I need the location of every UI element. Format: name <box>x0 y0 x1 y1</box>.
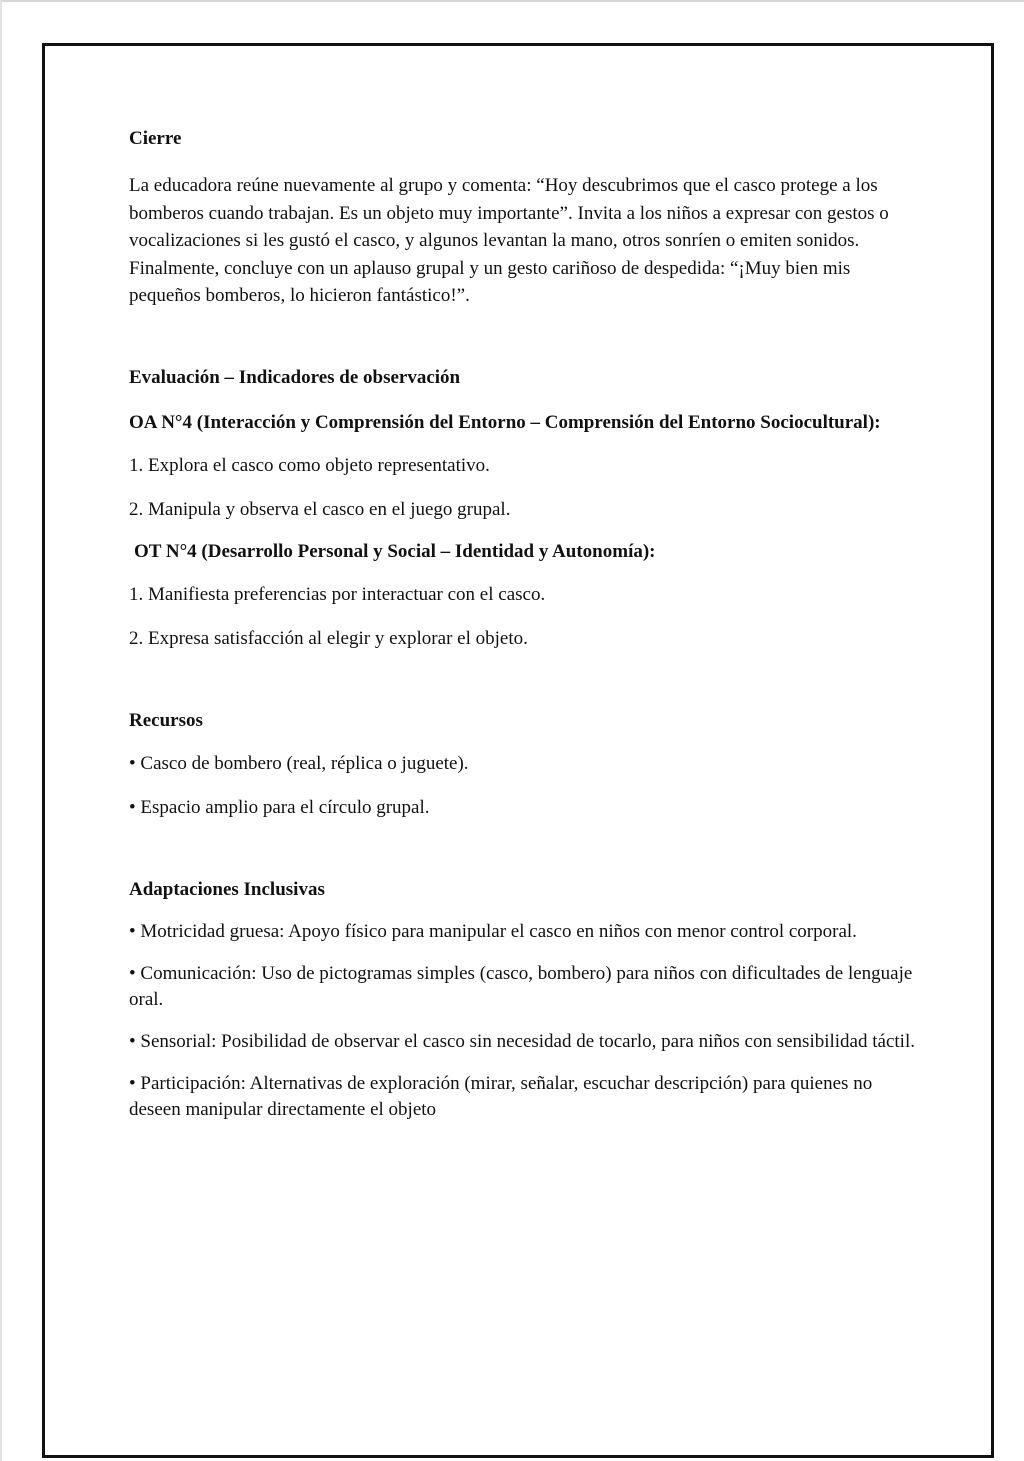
recurso-item-1: • Casco de bombero (real, réplica o juguete). <box>129 752 469 774</box>
adaptacion-motricidad: • Motricidad gruesa: Apoyo físico para manipular el casco en niños con menor control corporal. <box>129 920 857 942</box>
screenshot-left-edge <box>0 0 2 1461</box>
adaptaciones-heading: Adaptaciones Inclusivas <box>129 878 325 900</box>
page-content <box>129 126 919 1123</box>
ot-heading: OT N°4 (Desarrollo Personal y Social – Identidad y Autonomía): <box>134 540 656 562</box>
oa-heading: OA N°4 (Interacción y Comprensión del Entorno – Comprensión del Entorno Sociocultural): <box>129 411 881 433</box>
evaluacion-heading: Evaluación – Indicadores de observación <box>129 366 461 388</box>
cierre-heading: Cierre <box>129 128 182 149</box>
adaptacion-sensorial: • Sensorial: Posibilidad de observar el casco sin necesidad de tocarlo, para niños con sensibilidad táctil. <box>129 1030 915 1052</box>
oa-indicator-2: 2. Manipula y observa el casco en el juego grupal. <box>129 499 511 520</box>
screenshot-top-edge <box>0 0 1024 2</box>
page-border <box>42 43 994 1458</box>
ot-indicator-2: 2. Expresa satisfacción al elegir y explorar el objeto. <box>129 628 528 649</box>
adaptacion-comunicacion: • Comunicación: Uso de pictogramas simples (casco, bombero) para niños con dificultades de lenguaje oral. <box>129 962 913 1010</box>
cierre-paragraph: La educadora reúne nuevamente al grupo y comenta: “Hoy descubrimos que el casco protege a los bomberos cuando trabajan. Es un objeto muy importante”. Invita a los niños a expresar con gestos o vocalizaciones si les gustó el casco, y algunos levantan la mano, otros sonríen o emiten sonidos. Finalmente, concluye con un aplauso grupal y un gesto cariñoso de despedida: “¡Muy bien mis pequeños bomberos, lo hicieron fantástico!”. <box>129 175 889 306</box>
oa-indicator-1: 1. Explora el casco como objeto representativo. <box>129 454 490 476</box>
adaptacion-participacion: • Participación: Alternativas de exploración (mirar, señalar, escuchar descripción) para quienes no deseen manipular directamente el objeto <box>129 1072 873 1120</box>
recurso-item-2: • Espacio amplio para el círculo grupal. <box>129 797 430 818</box>
recursos-heading: Recursos <box>129 709 203 731</box>
ot-indicator-1: 1. Manifiesta preferencias por interactuar con el casco. <box>129 583 546 605</box>
